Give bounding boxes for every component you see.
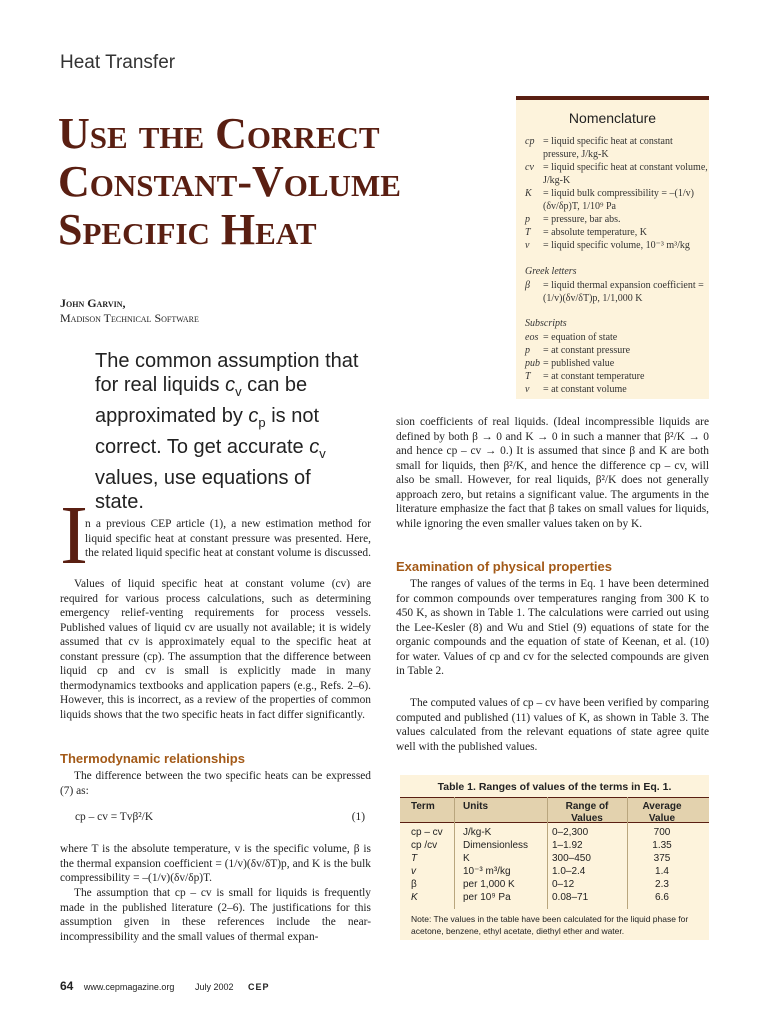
body-paragraph-6: The ranges of values of the terms in Eq. 1 have been determined for common compounds over temperatures ranging from 300 K to 450 K, as shown in Table 1. The calculations were carried out using the Lee-Kesler (8) and Wu and Stiel (9) equations of state for the organic compounds and the equation of state of Keenan, et al. (10) for water. Values of cp and cv for the selected compounds are given in Table 2. xyxy=(396,578,709,677)
nomenclature-title: Nomenclature xyxy=(568,110,657,126)
table-header-units: Units xyxy=(463,801,488,812)
body-paragraph-1: Values of liquid specific heat at constant volume (cv) are required for various process calculations, such as determining emergency relief-venting requirements for process vessels. Published values of liquid cv are usually not available; it is widely assumed that cv is approximately equal to the specific heat at constant pressure (cp). The assumption that the difference between liquid cp and cv is small is explicitly made in many thermodynamics textbooks and application papers (e.g., Refs. 2–6). However, this is incorrect, as a review of the properties of common liquids shows that the two specific heats in fact differ significantly. xyxy=(60,578,371,721)
footer-website: www.cepmagazine.org xyxy=(83,982,175,992)
nomenclature-item: T = at constant temperature xyxy=(525,371,645,382)
table-cell: per 10⁹ Pa xyxy=(463,892,511,903)
body-paragraph-4: The assumption that cp – cv is small for liquids is frequently made in the published literature (2–6). The justifications for this assumption given in these references include the near-incompressibility and the small values of thermal expan- xyxy=(60,887,371,943)
author-affiliation: Madison Technical Software xyxy=(60,311,199,325)
nomenclature-item: β = liquid thermal expansion coefficient = (1/v)(δv/δT)p, 1/1,000 K xyxy=(525,280,704,304)
nomenclature-item: p = pressure, bar abs. xyxy=(525,214,621,225)
title-line-2: Constant-Volume xyxy=(58,157,401,206)
subscripts-heading: Subscripts xyxy=(525,318,567,329)
cv-subscript: v xyxy=(235,384,242,399)
table-cell: per 1,000 K xyxy=(463,879,515,890)
equation-text: cp – cv = Tvβ²/K xyxy=(75,811,154,823)
nomenclature-item: pub = published value xyxy=(525,358,615,369)
body-paragraph-5: sion coefficients of real liquids. (Ideal incompressible liquids are defined by both β → 0 and K → 0 in such a manner that β²/K → 0 and hence cp – cv → 0.) It is assumed that since β and K are both small for liquids, then β²/K, and hence the difference cp – cv, will also be small. However, for real liquids, β²/K does not generally approach zero, but retains a significant value. The arguments in the literature emphasize the fact that β takes on small values for liquids, while ignoring the even smaller values taken on by K. xyxy=(396,416,709,530)
page-footer xyxy=(60,979,270,993)
cv-symbol-2: c xyxy=(309,436,320,458)
body-paragraph-7: The computed values of cp – cv have been verified by comparing computed and published (11) values of K, as shown in Table 3. The values calculated from the relevant equations of state agree quite well with the published values. xyxy=(396,697,709,753)
table-cell: 700 xyxy=(653,827,671,838)
equation-1 xyxy=(75,811,365,823)
greek-letters-heading: Greek letters xyxy=(525,266,577,277)
heading-thermodynamic-relationships: Thermodynamic relationships xyxy=(60,751,245,766)
table-cell: v xyxy=(411,866,416,877)
intro-paragraph: n a previous CEP article (1), a new estimation method for liquid specific heat at constant pressure was presented. Here, the related liquid specific heat at constant volume is discussed. xyxy=(85,518,371,559)
table-cell: cp /cv xyxy=(411,840,438,851)
table-cell: 0–12 xyxy=(552,879,575,890)
pull-quote-text-3: is not correct. To get accurate xyxy=(95,405,320,458)
nomenclature-item: v = at constant volume xyxy=(525,384,627,395)
nomenclature-item: cv = liquid specific heat at constant volume, J/kg-K xyxy=(525,162,708,186)
nomenclature-item: cp = liquid specific heat at constant pressure, J/kg-K xyxy=(525,136,673,160)
pull-quote xyxy=(95,349,365,514)
table-cell: 1.4 xyxy=(655,866,669,877)
pull-quote-text-1: The common assumption that for real liquids xyxy=(95,350,359,396)
table-header-range: Range of Values xyxy=(565,801,609,824)
author-block xyxy=(60,296,199,326)
article-title xyxy=(58,110,508,254)
table-header-average: Average Value xyxy=(642,801,682,824)
table-cell: 1.35 xyxy=(652,840,672,851)
table-cell: Dimensionless xyxy=(463,840,529,851)
table-cell: 10⁻³ m³/kg xyxy=(463,866,511,877)
footer-date: July 2002 xyxy=(194,982,234,992)
cp-subscript: p xyxy=(258,415,266,430)
table-cell: K xyxy=(463,853,470,864)
table-title: Table 1. Ranges of values of the terms in Eq. 1. xyxy=(437,781,672,793)
table-cell: 375 xyxy=(653,853,671,864)
title-line-3: Specific Heat xyxy=(58,205,317,254)
table-note: Note: The values in the table have been calculated for the liquid phase for acetone, benzene, ethyl acetate, diethyl ether and water. xyxy=(411,914,689,936)
table-cell: 2.3 xyxy=(655,879,669,890)
table-cell: cp – cv xyxy=(411,827,443,838)
table-header-term: Term xyxy=(411,801,435,812)
table-cell: 300–450 xyxy=(552,853,591,864)
nomenclature-box xyxy=(516,96,709,399)
footer-magazine: CEP xyxy=(247,982,270,992)
pull-quote-text-2: can be approximated by xyxy=(95,374,308,427)
table-cell: T xyxy=(411,853,418,864)
table-1 xyxy=(400,775,709,940)
section-label: Heat Transfer xyxy=(60,52,176,73)
title-line-1: Use the Correct xyxy=(58,109,380,158)
author-name: John Garvin, xyxy=(60,296,126,310)
table-cell: 0.08–71 xyxy=(552,892,589,903)
table-cell: 1–1.92 xyxy=(552,840,583,851)
nomenclature-item: T = absolute temperature, K xyxy=(525,227,647,238)
page-number: 64 xyxy=(60,979,74,993)
drop-cap: I xyxy=(60,489,88,582)
table-cell: K xyxy=(411,892,418,903)
heading-physical-properties: Examination of physical properties xyxy=(396,559,612,574)
table-cell: 0–2,300 xyxy=(552,827,589,838)
cv-subscript-2: v xyxy=(319,446,326,461)
table-cell: 6.6 xyxy=(655,892,669,903)
nomenclature-item: v = liquid specific volume, 10⁻³ m³/kg xyxy=(525,240,690,251)
table-cell: J/kg-K xyxy=(463,827,492,838)
body-paragraph-3: where T is the absolute temperature, v is the specific volume, β is the thermal expansion coefficient = (1/v)(δv/δT)p, and K is the bulk compressibility = –(1/v)(δv/δp)T. xyxy=(60,843,371,884)
cp-symbol: c xyxy=(248,405,259,427)
nomenclature-item: eos = equation of state xyxy=(525,332,618,343)
nomenclature-item: p = at constant pressure xyxy=(525,345,631,356)
pull-quote-text-4: values, use equations of state. xyxy=(95,467,311,513)
table-cell: β xyxy=(411,879,417,890)
equation-number: (1) xyxy=(351,811,365,823)
body-paragraph-2: The difference between the two specific heats can be expressed (7) as: xyxy=(60,770,371,797)
table-cell: 1.0–2.4 xyxy=(552,866,586,877)
nomenclature-item: K = liquid bulk compressibility = –(1/v)(δv/δp)T, 1/10⁹ Pa xyxy=(525,188,694,212)
cv-symbol: c xyxy=(225,374,236,396)
